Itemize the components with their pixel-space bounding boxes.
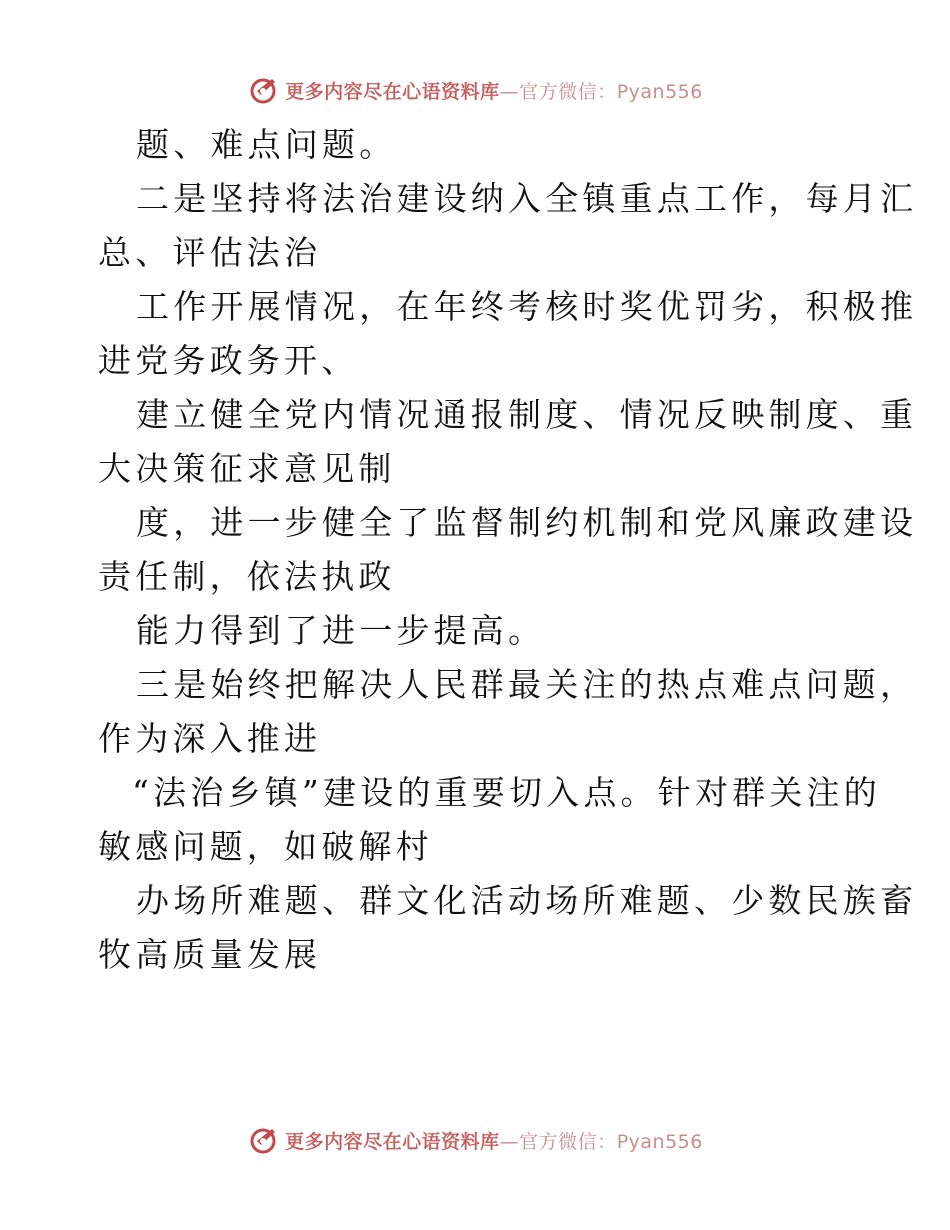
text-line: 工作开展情况，在年终考核时奖优罚劣，积极推 [136,287,918,326]
document-body [98,118,918,982]
text-line: 进党务政务开、 [98,341,359,380]
text-line: 作为深入推进 [98,719,322,758]
text-line: 大决策征求意见制 [98,449,396,488]
watermark-logo-icon [247,1123,281,1157]
text-line: 总、评估法治 [98,233,322,272]
text-line: 责任制，依法执政 [98,557,396,596]
header-watermark [0,72,950,108]
text-line: 三是始终把解决人民群最关注的热点难点问题， [136,665,918,704]
text-line: 能力得到了进一步提高。 [136,611,546,650]
watermark-text: 更多内容尽在心语资料库—官方微信：Pyan556 [285,1130,703,1153]
text-line: 题、难点问题。 [136,125,397,164]
text-line: “法治乡镇”建设的重要切入点。针对群关注的 [132,773,881,812]
watermark-text: 更多内容尽在心语资料库—官方微信：Pyan556 [285,80,703,103]
watermark-logo-icon [247,73,281,107]
text-line: 牧高质量发展 [98,935,322,974]
text-line: 二是坚持将法治建设纳入全镇重点工作，每月汇 [136,179,918,218]
text-line: 度，进一步健全了监督制约机制和党风廉政建设 [136,503,918,542]
text-line: 敏感问题，如破解村 [98,827,433,866]
text-line: 办场所难题、群文化活动场所难题、少数民族畜 [136,881,918,920]
footer-watermark [0,1122,950,1158]
text-line: 建立健全党内情况通报制度、情况反映制度、重 [136,395,918,434]
